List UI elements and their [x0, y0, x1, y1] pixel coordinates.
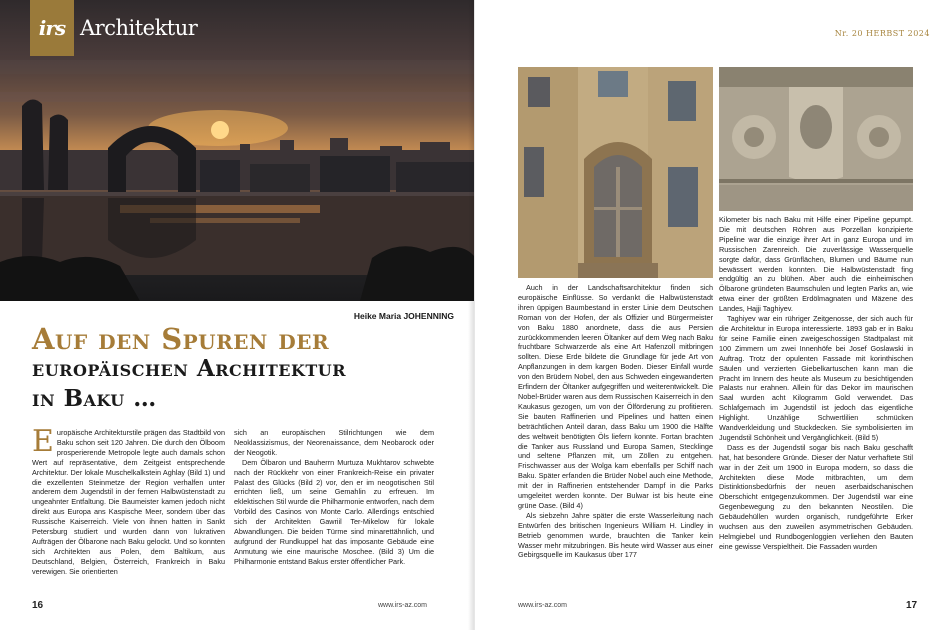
paragraph: Als siebzehn Jahre später die erste Wasserleitung nach Entwürfen des britischen Ingenieurs William H. Lindley in Betrieb genommen wurde, brauchten die Tanker kein Wasser mehr mitzubringen. Bis heute wird Wasser aus einer Gebirgsquelle im Kaukasus über 177: [518, 510, 713, 560]
headline-line-3: in Baku …: [32, 385, 157, 412]
paragraph: Auch in der Landschaftsarchitektur finden sich europäische Einflüsse. So verdankt die Halbwüstenstadt ihren üppigen Baumbestand in erster Linie dem Deutschen Roman von der Hofen, der als Offizier und Bürgermeister von Baku 1880 anordnete, dass die aus Persien zurückkommenden leeren Öltanker auf dem Weg nach Baku fruchtbare Schwarzerde als eine Art Hafenzoll mitbringen sollten. Diese Erde bildete die Grundlage für jede Art von Anpflanzungen in dem kargen Boden. Dieser Einfall wurde von den Brüdern Nobel, den aus Schweden eingewanderten Erfindern der Öltanker aufgegriffen und weiterentwickelt. Die Nobel-Brüder waren aus dem Russischen Kaiserreich in den Kaukasus gezogen, um von der Ölförderung zu profitieren. Sie bauten Raffinerien und Pipelines und hatten einen beträchtlichen Anteil daran, dass Baku um 1900 die Hälfte des weltweit benötigten Öls liefern konnte. Fortan brachten die Tanker aus Russland und Europa Samen, Stecklinge und seltene Pflanzen mit, um Zöllen zu entgehen. Frischwasser aus der Wolga kam ebenfalls per Schiff nach Baku. Später erfanden die Brüder Nobel auch eine Methode, mit der in Raffinerien entstehender Dampf in die Parks umgeleitet werden konnte. Der Bulwar ist bis heute eine grüne Oase. (Bild 4): [518, 283, 713, 510]
article-column-1: [32, 424, 225, 577]
issue-info: Nr. 20 HERBST 2024: [834, 29, 930, 38]
paragraph: Kilometer bis nach Baku mit Hilfe einer Pipeline gepumpt. Die mit deutschen Röhren aus Porzellan konzipierte Pipeline war die einzige ihrer Art in ganz Europa und im Russischen Zarenreich. Die zuverlässige Wasserquelle sorgte dafür, dass Grünflächen, Blumen und Bäume nun bewässert werden konnten. Die Halbwüstenstadt fing endgültig an zu blühen. Aber auch die einheimischen Ölbarone gründeten Baumschulen und legten Parks an, wie etwa einer der größten Erdölmagnaten und Mäzene des Landes, Hajji Taghiyev.: [719, 215, 913, 314]
article-author: Heike Maria JOHENNING: [353, 311, 454, 321]
irs-logo: irs: [30, 0, 74, 56]
page-header: [0, 0, 474, 56]
facade-illustration: [518, 67, 713, 278]
drop-cap: E: [32, 424, 54, 459]
photo-stone-relief: [719, 67, 913, 211]
paragraph: Taghiyev war ein rühriger Zeitgenosse, der sich auch für die Architektur in Europa interessierte. 1893 gab er in Baku für seine Familie einen zweigeschossigen Stadtpalast mit 100 Zimmern um zwei Innenhöfe bei Josef Goslawski in Auftrag. Trotz der opulenten Fassade mit korinthischen Säulen und verzierten Giebelkartuschen kann man die Pracht im Innern des heute als Museum zu besichtigenden Palasts nur erahnen. Allein für das Dekor im maurischen Saal wurden acht Kilogramm Gold verwendet. Das Schlafgemach im Jugendstil ist jedoch das eigentliche Highlight. Unzählige Schwertlilien schmücken Wandverkleidung und Stuckdecken. Sie symbolisierten im Jugendstil Schönheit und Vergänglichkeit. (Bild 5): [719, 314, 913, 442]
relief-illustration: [719, 67, 913, 211]
article-column-4: [719, 215, 913, 552]
footer-url-left[interactable]: www.irs-az.com: [378, 602, 428, 609]
article-column-3: [518, 283, 713, 560]
headline-line-2: europäischen Architektur: [32, 355, 347, 382]
section-title: Architektur: [80, 16, 198, 40]
article-headline: [32, 324, 452, 414]
paragraph: Europäische Architekturstile prägen das Stadtbild von Baku schon seit 120 Jahren. Die durch den Ölboom prosperierende Metropole legte auch damals schon Wert auf repräsentative, dem Zeitgeist entsprechende Architektur. Der lokale Muschelkalkstein Aghlay (Bild 1) und die exzellenten Steinmetze der Region verhalfen unter anderem dem Jugendstil in der fernen Halbwüstenstadt zu ungeahnter Entfaltung. Die Baumeister kamen jedoch nicht direkt aus Europa ans Kaspische Meer, sondern über das Russische Kaiserreich. Viele von ihnen hatten in Sankt Petersburg studiert und wurden dann von lukrativen Aufträgen der Ölbarone nach Baku gelockt. Und so konnten sich Architekten aus Polen, dem Baltikum, aus Deutschland, Belgien, Österreich, Frankreich in Baku verewigen. Sie orientierten: [32, 424, 225, 576]
footer-url-right[interactable]: www.irs-az.com: [518, 602, 568, 609]
page-number-left: 16: [32, 600, 44, 611]
paragraph: Dass es der Jugendstil sogar bis nach Baku geschafft hat, hat besondere Gründe. Dieser der Natur verhaftete Stil war in der Zeit um 1900 in Europa modern, so dass die Architekten diese Mode mitbrachten, um dem Distinktionsbedürfnis der neuen aserbaidschanischen Oberschicht entgegenzukommen. Der Jugendstil war eine Gegenbewegung zu den bekannten Neostilen. Die Gebäudehüllen wurden organisch, rundgeführte Erker wuchsen aus den zuweilen asymmetrischen Gebäuden. Helmgiebel und Rundbogenloggien verliehen den Bauten eine gewisse Verspieltheit. Die Fassaden wurden: [719, 442, 913, 551]
page-number-right: 17: [906, 600, 918, 611]
photo-facade-window: [518, 67, 713, 278]
article-column-2: [234, 428, 434, 567]
headline-line-1: Auf den Spuren der: [32, 322, 330, 356]
paragraph: Dem Ölbaron und Bauherrn Murtuza Mukhtarov schwebte nach der Rückkehr von einer Frankreich-Reise ein privater Palast des Glücks (Bild 2) vor, den er im neogotischen Stil errichten ließ, um seine Gemahlin zu erfreuen. Im eklektischen Stil wurde die Philharmonie entworfen, nach dem Vorbild des Casinos von Monte Carlo. Allerdings entschied sich der Architekten Gawriil Ter-Mikelow für lokale Abwandlungen. Die beiden Türme sind minarettähnlich, und aufgrund der Rundkuppel hat das imposante Gebäude eine Anmutung wie eine maurische Moschee. (Bild 3) Um die Philharmonie entstand Bakus erster öffentlicher Park.: [234, 457, 434, 566]
right-page: [474, 0, 939, 630]
paragraph: sich an europäischen Stilrichtungen wie dem Neoklassizismus, der Neorenaissance, dem Neobarock oder der Neogotik.: [234, 428, 434, 457]
